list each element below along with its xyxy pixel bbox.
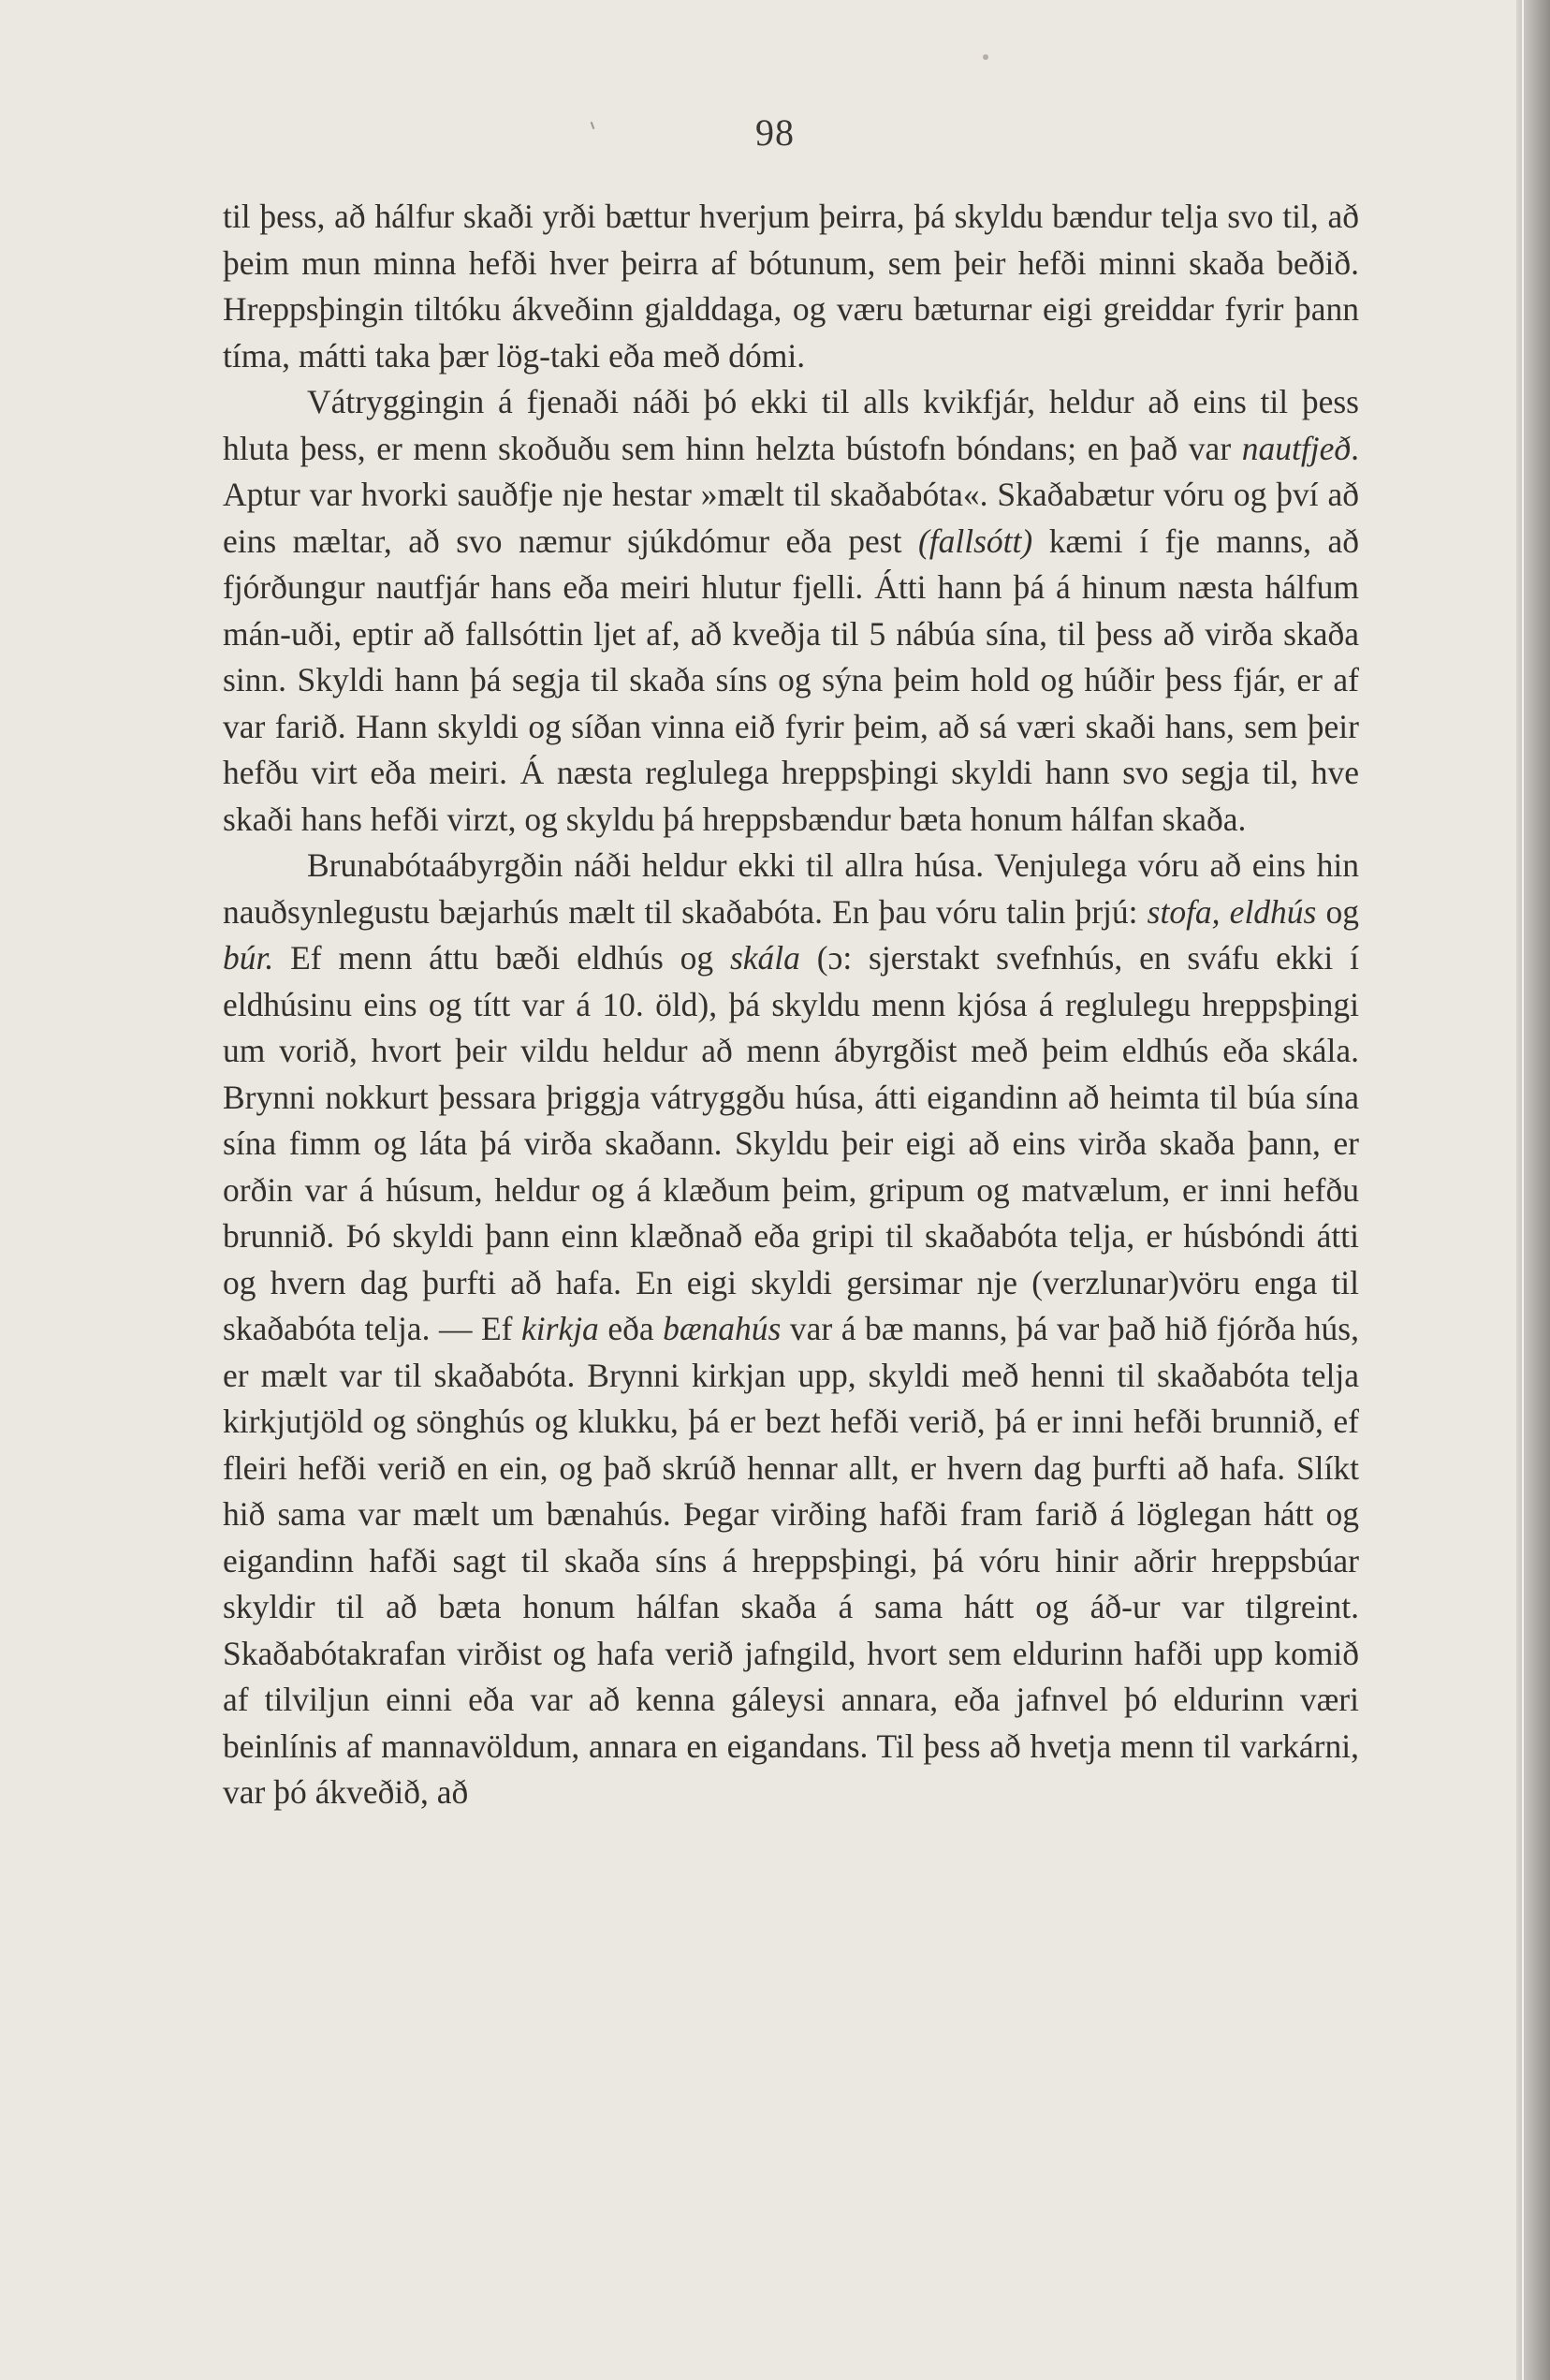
italic-term: kirkja — [521, 1310, 599, 1347]
italic-term: skála — [729, 939, 800, 977]
page-edge — [1516, 0, 1550, 2380]
text-run: Ef menn áttu bæði eldhús og — [273, 939, 730, 977]
paragraph-insurance-livestock — [223, 379, 1359, 843]
text-run: Vátryggingin á fjenaði náði þó ekki til alls kvikfjár, heldur að eins til þess hluta þess, er menn skoðuðu sem hinn helzta bústofn bóndans; en það var — [223, 383, 1359, 467]
paragraph-continued — [223, 194, 1359, 379]
page-number: 98 — [755, 111, 795, 154]
text-run: kæmi í fje manns, að fjórðungur nautfjár hans eða meiri hlutur fjelli. Átti hann þá á hinum næsta hálfum mán-uði, eptir að fallsóttin ljet af, að kveðja til 5 nábúa sína, til þess að virða skaða sinn. Skyldi hann þá segja til skaða síns og sýna þeim hold og húðir þess fjár, er af var farið. Hann skyldi og síðan vinna eið fyrir þeim, að sá væri skaði hans, sem þeir hefðu virt eða meiri. Á næsta reglulega hreppsþingi skyldi hann svo segja til, hve skaði hans hefði virzt, og skyldu þá hreppsbændur bæta honum hálfan skaða. — [223, 522, 1359, 838]
text-run: Brunabótaábyrgðin náði heldur ekki til allra húsa. Venjulega vóru að eins hin nauðsynlegustu bæjarhús mælt til skaðabóta. En þau vóru talin þrjú: — [223, 846, 1359, 931]
italic-term: (fallsótt) — [917, 522, 1033, 560]
text-run: til þess, að hálfur skaði yrði bættur hverjum þeirra, þá skyldu bændur telja svo til, að þeim mun minna hefði hver þeirra af bótunum, sem þeir hefði minni skaða beðið. Hreppsþingin tiltóku ákveðinn gjalddaga, og væru bæturnar eigi greiddar fyrir þann tíma, mátti taka þær lög-taki eða með dómi. — [223, 198, 1359, 375]
text-run: (ɔ: sjerstakt svefnhús, en sváfu ekki í eldhúsinu eins og títt var á 10. öld), þá skyldu menn kjósa á reglulegu hreppsþingi um vorið, hvort þeir vildu heldur að menn ábyrgðist með þeim eldhús eða skála. Brynni nokkurt þessara þriggja vátryggðu húsa, átti eigandinn að heimta til búa sína sína fimm og láta þá virða skaðann. Skyldu þeir eigi að eins virða skaða þann, er orðin var á húsum, heldur og á klæðum þeim, gripum og matvælum, er inni hefðu brunnið. Þó skyldi þann einn klæðnað eða gripi til skaðabóta telja, er húsbóndi átti og hvern dag þurfti að hafa. En eigi skyldi gersimar nje (verzlunar)vöru enga til skaðabóta telja. — Ef — [223, 939, 1359, 1347]
text-run: . Aptur var hvorki sauðfje nje hestar »mælt til skaðabóta«. Skaðabætur vóru og því að eins mæltar, að svo næmur sjúkdómur eða pest — [223, 429, 1359, 560]
ink-smudge — [983, 54, 988, 60]
italic-term: nautfjeð — [1241, 429, 1352, 467]
paragraph-fire-insurance — [223, 843, 1359, 1816]
italic-term: búr. — [223, 939, 274, 977]
text-run: var á bæ manns, þá var það hið fjórða hús, er mælt var til skaðabóta. Brynni kirkjan upp, skyldi með henni til skaðabóta telja kirkjutjöld og sönghús og klukku, þá er bezt hefði verið, þá er inni hefði brunnið, ef fleiri hefði verið en ein, og það skrúð hennar allt, er hvern dag þurfti að hafa. Slíkt hið sama var mælt um bænahús. Þegar virðing hafði fram farið á löglegan hátt og eigandinn hafði sagt til skaða síns á hreppsþingi, þá vóru hinir aðrir hreppsbúar skyldir til að bæta honum hálfan skaða á sama hátt og áð-ur var tilgreint. Skaðabótakrafan virðist og hafa verið jafngild, hvort sem eldurinn hafði upp komið af tilviljun einni eða var að kenna gáleysi annara, eða jafnvel þó eldurinn væri beinlínis af mannavöldum, annara en eigandans. Til þess að hvetja menn til varkárni, var þó ákveðið, að — [223, 1310, 1359, 1811]
italic-term: bænahús — [663, 1310, 782, 1347]
text-run: eða — [598, 1310, 664, 1347]
italic-term: stofa, eldhús — [1147, 892, 1317, 931]
body-text — [223, 194, 1359, 1816]
text-run: og — [1316, 892, 1359, 931]
